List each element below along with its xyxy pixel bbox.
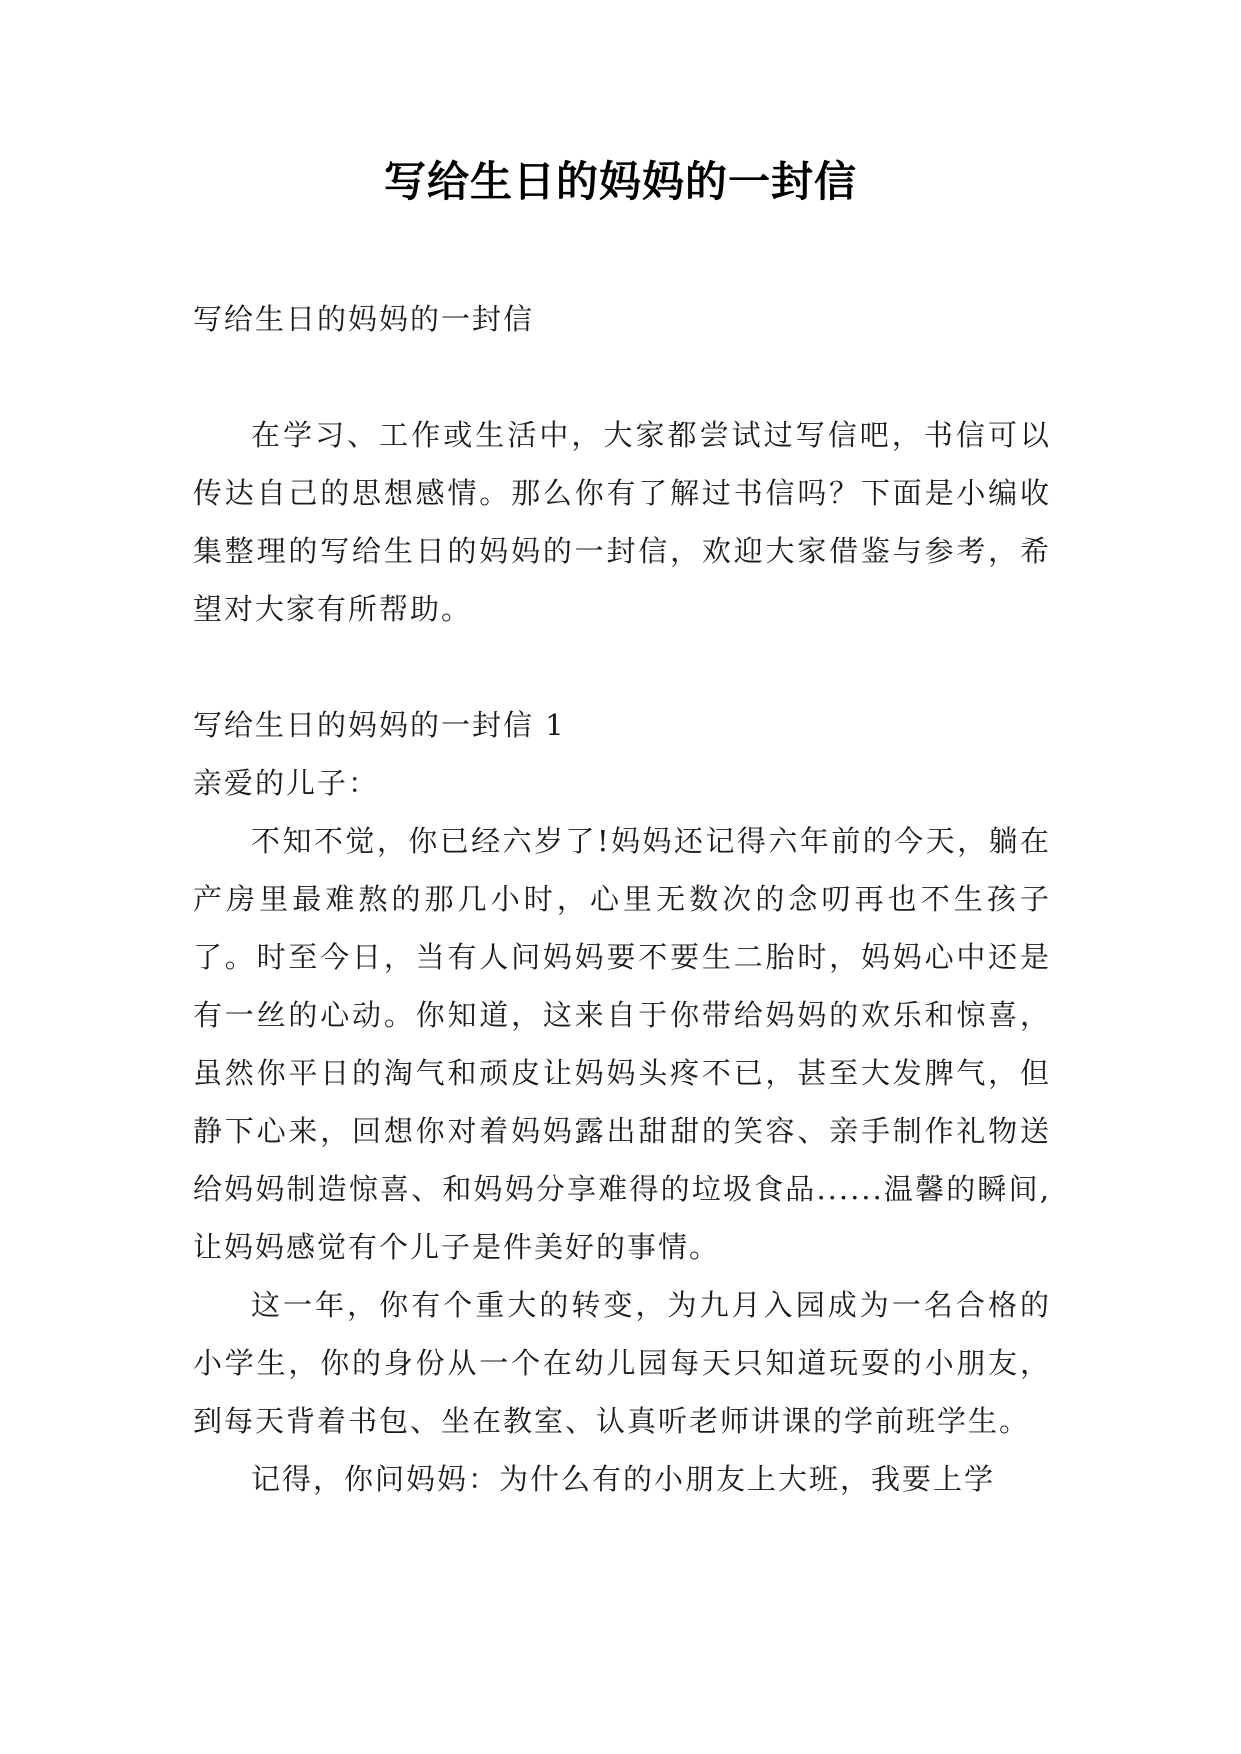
letter-paragraph: 不知不觉，你已经六岁了!妈妈还记得六年前的今天，躺在产房里最难熬的那几小时，心里无数次的念叨再也不生孩子了。时至今日，当有人问妈妈要不要生二胎时，妈妈心中还是有一丝的心动。你知道，这来自于你带给妈妈的欢乐和惊喜，虽然你平日的淘气和顽皮让妈妈头疼不已，甚至大发脾气，但静下心来，回想你对着妈妈露出甜甜的笑容、亲手制作礼物送给妈妈制造惊喜、和妈妈分享难得的垃圾食品......温馨的瞬间,让妈妈感觉有个儿子是件美好的事情。 xyxy=(193,824,1051,1264)
letter-paragraph: 记得，你问妈妈：为什么有的小朋友上大班，我要上学 xyxy=(251,1462,996,1496)
spacer xyxy=(193,348,1051,406)
letter-salutation: 亲爱的儿子： xyxy=(193,766,380,800)
letter-paragraph: 这一年，你有个重大的转变，为九月入园成为一名合格的小学生，你的身份从一个在幼儿园每天只知道玩耍的小朋友，到每天背着书包、坐在教室、认真听老师讲课的学前班学生。 xyxy=(193,1288,1051,1438)
document-subtitle: 写给生日的妈妈的一封信 xyxy=(193,302,535,336)
document-body xyxy=(193,290,1051,1508)
spacer xyxy=(193,638,1051,696)
document-title: 写给生日的妈妈的一封信 xyxy=(383,157,857,206)
section-heading: 写给生日的妈妈的一封信 1 xyxy=(193,708,566,742)
intro-paragraph: 在学习、工作或生活中，大家都尝试过写信吧，书信可以传达自己的思想感情。那么你有了解过书信吗？下面是小编收集整理的写给生日的妈妈的一封信，欢迎大家借鉴与参考，希望对大家有所帮助。 xyxy=(193,418,1051,626)
